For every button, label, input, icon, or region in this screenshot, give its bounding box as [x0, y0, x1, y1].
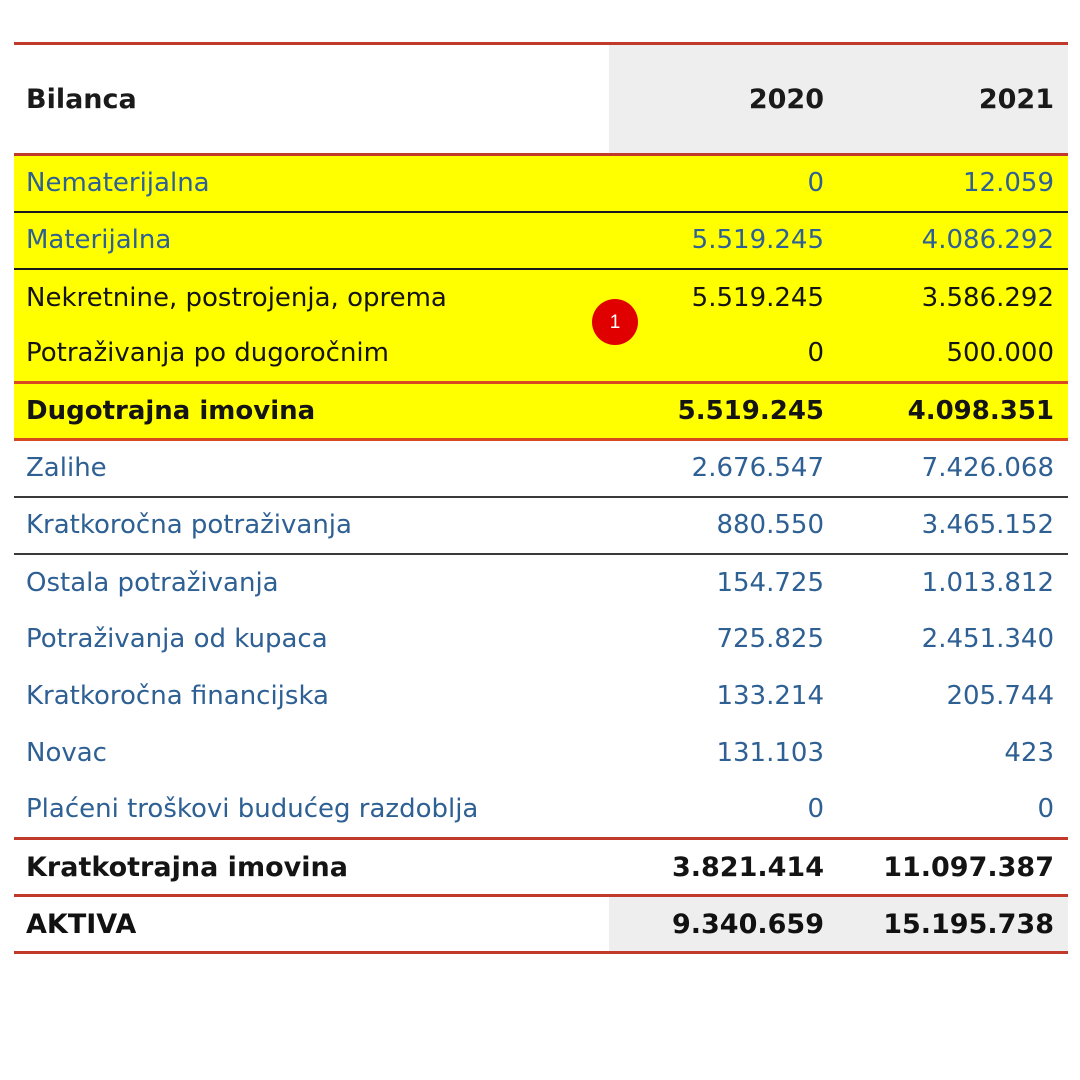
row-value-2020: 133.214	[609, 668, 838, 725]
row-value-2020: 880.550	[609, 497, 838, 554]
header-row	[14, 44, 1068, 155]
row-value-2020: 131.103	[609, 725, 838, 782]
row-value-2020: 9.340.659	[609, 896, 838, 953]
row-value-2021: 11.097.387	[838, 839, 1068, 896]
row-label: Nematerijalna	[14, 155, 609, 212]
row-value-2021: 3.586.292	[838, 269, 1068, 326]
row-value-2020: 0	[609, 782, 838, 839]
row-value-2021: 2.451.340	[838, 611, 1068, 668]
row-value-2020: 725.825	[609, 611, 838, 668]
row-value-2020: 5.519.245	[609, 212, 838, 269]
row-value-2021: 7.426.068	[838, 440, 1068, 497]
callout-badge-1[interactable]: 1	[592, 299, 638, 345]
row-value-2020: 3.821.414	[609, 839, 838, 896]
row-value-2021: 1.013.812	[838, 554, 1068, 611]
row-label: Kratkoročna potraživanja	[14, 497, 609, 554]
table-row	[14, 326, 1068, 383]
column-header-year-2021: 2021	[838, 44, 1068, 155]
row-label: Potraživanja od kupaca	[14, 611, 609, 668]
table-row	[14, 554, 1068, 611]
row-label: Ostala potraživanja	[14, 554, 609, 611]
row-value-2021: 12.059	[838, 155, 1068, 212]
row-value-2020: 0	[609, 155, 838, 212]
table-row	[14, 668, 1068, 725]
table-body	[14, 155, 1068, 953]
table-row	[14, 725, 1068, 782]
row-value-2021: 4.098.351	[838, 383, 1068, 440]
row-label: Nekretnine, postrojenja, oprema	[14, 269, 609, 326]
table-row	[14, 383, 1068, 440]
row-label: Kratkotrajna imovina	[14, 839, 609, 896]
row-label: Plaćeni troškovi budućeg razdoblja	[14, 782, 609, 839]
table-row	[14, 497, 1068, 554]
table-row	[14, 155, 1068, 212]
table-row	[14, 896, 1068, 953]
row-value-2021: 4.086.292	[838, 212, 1068, 269]
row-label: Novac	[14, 725, 609, 782]
table-row	[14, 782, 1068, 839]
row-label: Zalihe	[14, 440, 609, 497]
table-row	[14, 839, 1068, 896]
table-row	[14, 611, 1068, 668]
table-header	[14, 44, 1068, 155]
table-row	[14, 440, 1068, 497]
row-value-2020: 5.519.245	[609, 383, 838, 440]
row-value-2021: 423	[838, 725, 1068, 782]
column-header-year-2020: 2020	[609, 44, 838, 155]
row-value-2021: 0	[838, 782, 1068, 839]
row-label: Materijalna	[14, 212, 609, 269]
row-value-2021: 3.465.152	[838, 497, 1068, 554]
row-label: AKTIVA	[14, 896, 609, 953]
row-value-2020: 2.676.547	[609, 440, 838, 497]
row-label: Kratkoročna financijska	[14, 668, 609, 725]
row-value-2020: 5.519.245	[609, 269, 838, 326]
row-label: Dugotrajna imovina	[14, 383, 609, 440]
row-value-2020: 154.725	[609, 554, 838, 611]
table-row	[14, 212, 1068, 269]
row-value-2020: 0	[609, 326, 838, 383]
row-label: Potraživanja po dugoročnim	[14, 326, 609, 383]
table-row	[14, 269, 1068, 326]
balance-sheet-table	[14, 42, 1068, 954]
row-value-2021: 205.744	[838, 668, 1068, 725]
row-value-2021: 500.000	[838, 326, 1068, 383]
row-value-2021: 15.195.738	[838, 896, 1068, 953]
column-header-label: Bilanca	[14, 44, 609, 155]
